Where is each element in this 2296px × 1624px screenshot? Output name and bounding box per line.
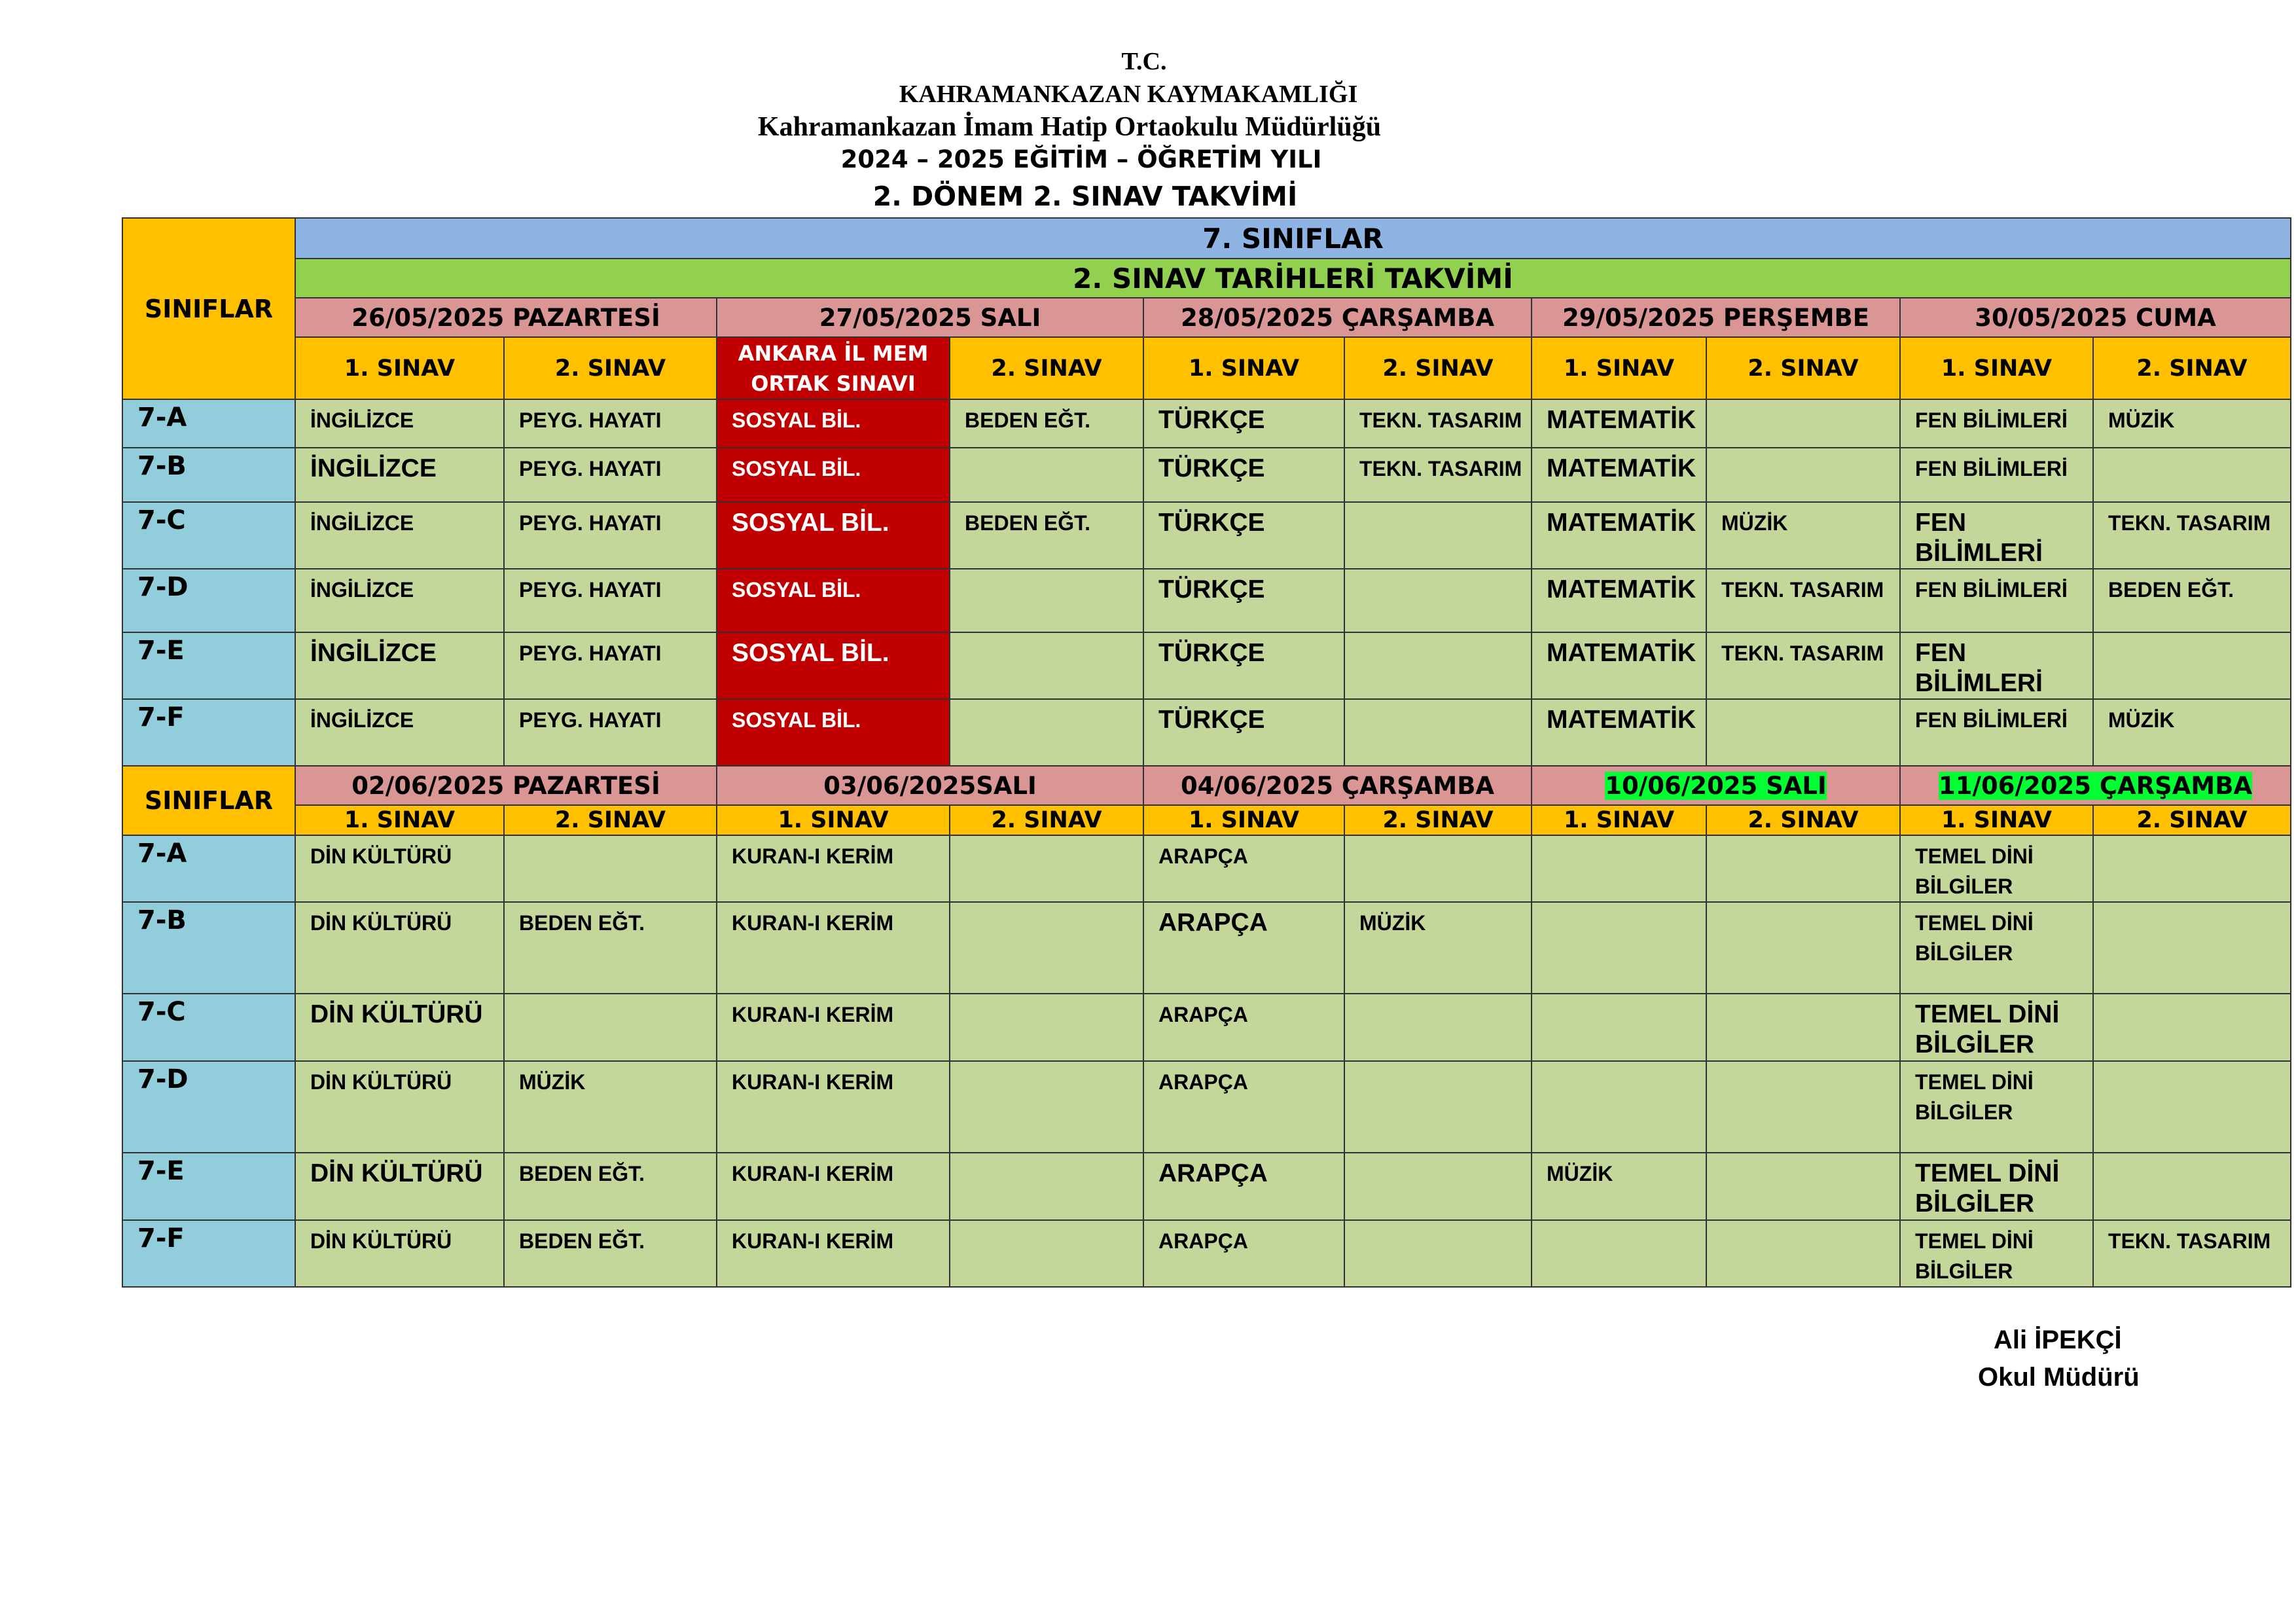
exam-cell (504, 994, 717, 1061)
exam-cell: TEKN. TASARIM (1706, 632, 1900, 699)
exam-cell (1706, 902, 1900, 994)
exam-cell (1344, 699, 1532, 767)
exam-slot-header: 2. SINAV (2093, 805, 2291, 835)
exam-cell: TÜRKÇE (1143, 569, 1344, 632)
exam-cell: MATEMATİK (1532, 399, 1706, 448)
class-label: 7-F (122, 1220, 295, 1287)
exam-cell: TEKN. TASARIM (2093, 502, 2291, 569)
exam-cell: DİN KÜLTÜRÜ (295, 902, 504, 994)
exam-cell (950, 632, 1143, 699)
exam-cell: BEDEN EĞT. (950, 502, 1143, 569)
exam-cell: İNGİLİZCE (295, 502, 504, 569)
exam-cell: TEMEL DİNİ BİLGİLER (1900, 1061, 2093, 1153)
exam-cell (1344, 1220, 1532, 1287)
header-school: Kahramankazan İmam Hatip Ortaokulu Müdürlüğü (757, 112, 1382, 142)
exam-cell (1344, 632, 1532, 699)
exam-cell (1706, 448, 1900, 502)
table-row (122, 448, 2291, 502)
exam-cell: TEMEL DİNİ BİLGİLER (1900, 1153, 2093, 1220)
exam-cell-ankara: SOSYAL BİL. (717, 569, 950, 632)
exam-slot-header: 2. SINAV (504, 805, 717, 835)
exam-cell: FEN BİLİMLERİ (1900, 569, 2093, 632)
exam-cell: KURAN-I KERİM (717, 1220, 950, 1287)
exam-cell: FEN BİLİMLERİ (1900, 699, 2093, 767)
exam-slot-header: 1. SINAV (1532, 337, 1706, 399)
exam-cell: İNGİLİZCE (295, 448, 504, 502)
exam-cell (504, 835, 717, 902)
siniflar-label: SINIFLAR (122, 766, 295, 835)
exam-cell: TÜRKÇE (1143, 699, 1344, 767)
exam-slot-header: 2. SINAV (1706, 805, 1900, 835)
exam-cell: İNGİLİZCE (295, 699, 504, 767)
exam-cell: DİN KÜLTÜRÜ (295, 1220, 504, 1287)
exam-slot-header: 2. SINAV (1344, 805, 1532, 835)
exam-cell: ARAPÇA (1143, 835, 1344, 902)
exam-cell: MATEMATİK (1532, 569, 1706, 632)
exam-cell: ARAPÇA (1143, 994, 1344, 1061)
exam-cell (2093, 448, 2291, 502)
exam-cell: FEN BİLİMLERİ (1900, 502, 2093, 569)
exam-slot-header: 1. SINAV (1143, 337, 1344, 399)
exam-cell (950, 448, 1143, 502)
exam-cell (1706, 399, 1900, 448)
exam-cell (950, 699, 1143, 767)
exam-cell: TÜRKÇE (1143, 502, 1344, 569)
exam-cell: DİN KÜLTÜRÜ (295, 1153, 504, 1220)
exam-cell (950, 994, 1143, 1061)
exam-cell: MÜZİK (1706, 502, 1900, 569)
exam-cell (1706, 1061, 1900, 1153)
exam-cell: TEMEL DİNİ BİLGİLER (1900, 994, 2093, 1061)
exam-cell: ARAPÇA (1143, 1153, 1344, 1220)
exam-cell: MATEMATİK (1532, 632, 1706, 699)
exam-cell: KURAN-I KERİM (717, 1061, 950, 1153)
exam-cell: FEN BİLİMLERİ (1900, 632, 2093, 699)
exam-cell: BEDEN EĞT. (504, 1153, 717, 1220)
exam-cell: TÜRKÇE (1143, 632, 1344, 699)
exam-cell (1532, 1220, 1706, 1287)
exam-cell (2093, 1061, 2291, 1153)
exam-cell (1706, 1220, 1900, 1287)
exam-cell (950, 902, 1143, 994)
exam-cell: FEN BİLİMLERİ (1900, 399, 2093, 448)
date-header: 30/05/2025 CUMA (1900, 298, 2291, 337)
exam-cell: PEYG. HAYATI (504, 448, 717, 502)
exam-cell (950, 569, 1143, 632)
exam-cell: TEMEL DİNİ BİLGİLER (1900, 835, 2093, 902)
exam-slot-header: 2. SINAV (950, 337, 1143, 399)
class-label: 7-D (122, 1061, 295, 1153)
grade-title: 7. SINIFLAR (295, 218, 2291, 259)
header-tc: T.C. (1121, 48, 1167, 75)
exam-slot-header: 1. SINAV (1143, 805, 1344, 835)
exam-cell: DİN KÜLTÜRÜ (295, 835, 504, 902)
exam-cell: ARAPÇA (1143, 1061, 1344, 1153)
date-header: 27/05/2025 SALI (717, 298, 1143, 337)
exam-cell (950, 1153, 1143, 1220)
exam-cell: BEDEN EĞT. (504, 902, 717, 994)
exam-slot-header: 1. SINAV (1900, 337, 2093, 399)
exam-cell: MATEMATİK (1532, 699, 1706, 767)
exam-cell: TEKN. TASARIM (1344, 448, 1532, 502)
header-year: 2024 – 2025 EĞİTİM – ÖĞRETİM YILI (840, 145, 1322, 173)
exam-cell (1344, 1153, 1532, 1220)
exam-cell: İNGİLİZCE (295, 399, 504, 448)
exam-cell: KURAN-I KERİM (717, 1153, 950, 1220)
exam-cell (1532, 902, 1706, 994)
exam-cell (950, 1061, 1143, 1153)
table-row (122, 1061, 2291, 1153)
exam-cell: MÜZİK (2093, 699, 2291, 767)
exam-cell: MATEMATİK (1532, 502, 1706, 569)
table-row (122, 569, 2291, 632)
exam-cell-ankara: SOSYAL BİL. (717, 399, 950, 448)
class-label: 7-F (122, 699, 295, 767)
table-row (122, 502, 2291, 569)
exam-cell (950, 1220, 1143, 1287)
exam-cell: PEYG. HAYATI (504, 399, 717, 448)
table-row (122, 994, 2291, 1061)
date-header: 02/06/2025 PAZARTESİ (295, 766, 717, 805)
exam-cell: MÜZİK (1532, 1153, 1706, 1220)
exam-cell: BEDEN EĞT. (504, 1220, 717, 1287)
table-row (122, 699, 2291, 767)
exam-cell: TÜRKÇE (1143, 448, 1344, 502)
class-label: 7-A (122, 835, 295, 902)
exam-cell: TÜRKÇE (1143, 399, 1344, 448)
exam-slot-header: 1. SINAV (1900, 805, 2093, 835)
exam-cell (1706, 699, 1900, 767)
date-header-highlighted: 11/06/2025 ÇARŞAMBA (1900, 766, 2291, 805)
exam-slot-header: 1. SINAV (295, 337, 504, 399)
class-label: 7-D (122, 569, 295, 632)
table-row (122, 399, 2291, 448)
exam-cell-ankara: SOSYAL BİL. (717, 632, 950, 699)
class-label: 7-B (122, 902, 295, 994)
exam-cell: BEDEN EĞT. (2093, 569, 2291, 632)
exam-cell: ARAPÇA (1143, 902, 1344, 994)
exam-cell-ankara: SOSYAL BİL. (717, 448, 950, 502)
exam-cell (1532, 1061, 1706, 1153)
exam-cell: PEYG. HAYATI (504, 569, 717, 632)
exam-cell (2093, 835, 2291, 902)
exam-cell: TEKN. TASARIM (2093, 1220, 2291, 1287)
class-label: 7-B (122, 448, 295, 502)
exam-cell: TEMEL DİNİ BİLGİLER (1900, 1220, 2093, 1287)
class-label: 7-C (122, 994, 295, 1061)
schedule-title: 2. SINAV TARİHLERİ TAKVİMİ (295, 259, 2291, 298)
exam-cell: MÜZİK (1344, 902, 1532, 994)
exam-cell (2093, 1153, 2291, 1220)
exam-cell: PEYG. HAYATI (504, 502, 717, 569)
exam-cell: PEYG. HAYATI (504, 632, 717, 699)
exam-cell (1344, 1061, 1532, 1153)
schedule-table-week2 (122, 765, 2291, 1288)
class-label: 7-E (122, 1153, 295, 1220)
exam-cell: PEYG. HAYATI (504, 699, 717, 767)
exam-cell (1344, 502, 1532, 569)
exam-cell-ankara: SOSYAL BİL. (717, 502, 950, 569)
exam-slot-header: 1. SINAV (717, 805, 950, 835)
exam-cell: KURAN-I KERİM (717, 902, 950, 994)
date-header: 29/05/2025 PERŞEMBE (1532, 298, 1900, 337)
exam-cell: MÜZİK (2093, 399, 2291, 448)
exam-cell (950, 835, 1143, 902)
exam-cell: KURAN-I KERİM (717, 994, 950, 1061)
exam-slot-header: 1. SINAV (1532, 805, 1706, 835)
date-header: 03/06/2025SALI (717, 766, 1143, 805)
date-header: 04/06/2025 ÇARŞAMBA (1143, 766, 1532, 805)
exam-cell (1532, 835, 1706, 902)
principal-name: Ali İPEKÇİ (1994, 1326, 2122, 1354)
exam-cell: BEDEN EĞT. (950, 399, 1143, 448)
exam-cell (1706, 835, 1900, 902)
exam-cell: DİN KÜLTÜRÜ (295, 994, 504, 1061)
header-kaymakamlik: KAHRAMANKAZAN KAYMAKAMLIĞI (899, 81, 1358, 108)
table-row (122, 835, 2291, 902)
exam-cell: İNGİLİZCE (295, 632, 504, 699)
table-row (122, 632, 2291, 699)
table-row (122, 902, 2291, 994)
table-row (122, 1220, 2291, 1287)
exam-cell: FEN BİLİMLERİ (1900, 448, 2093, 502)
exam-slot-header: 2. SINAV (2093, 337, 2291, 399)
principal-title: Okul Müdürü (1978, 1363, 2140, 1392)
exam-cell (1532, 994, 1706, 1061)
class-label: 7-E (122, 632, 295, 699)
ankara-common-exam-note: ANKARA İL MEM ORTAK SINAVI (717, 337, 950, 399)
exam-cell: TEMEL DİNİ BİLGİLER (1900, 902, 2093, 994)
siniflar-label: SINIFLAR (122, 218, 295, 399)
exam-slot-header: 2. SINAV (1344, 337, 1532, 399)
exam-cell (2093, 632, 2291, 699)
exam-cell: DİN KÜLTÜRÜ (295, 1061, 504, 1153)
exam-cell (2093, 902, 2291, 994)
exam-cell (2093, 994, 2291, 1061)
date-header-highlighted: 10/06/2025 SALI (1532, 766, 1900, 805)
exam-cell: ARAPÇA (1143, 1220, 1344, 1287)
table-row (122, 1153, 2291, 1220)
exam-cell (1344, 569, 1532, 632)
exam-cell (1706, 994, 1900, 1061)
class-label: 7-C (122, 502, 295, 569)
exam-cell (1706, 1153, 1900, 1220)
exam-slot-header: 1. SINAV (295, 805, 504, 835)
date-header: 28/05/2025 ÇARŞAMBA (1143, 298, 1532, 337)
exam-slot-header: 2. SINAV (950, 805, 1143, 835)
exam-cell: TEKN. TASARIM (1706, 569, 1900, 632)
exam-cell: KURAN-I KERİM (717, 835, 950, 902)
schedule-table-week1 (122, 217, 2291, 767)
exam-cell: MÜZİK (504, 1061, 717, 1153)
class-label: 7-A (122, 399, 295, 448)
exam-cell (1344, 994, 1532, 1061)
exam-cell: MATEMATİK (1532, 448, 1706, 502)
exam-cell-ankara: SOSYAL BİL. (717, 699, 950, 767)
exam-cell (1344, 835, 1532, 902)
exam-cell: İNGİLİZCE (295, 569, 504, 632)
exam-cell: TEKN. TASARIM (1344, 399, 1532, 448)
exam-slot-header: 2. SINAV (1706, 337, 1900, 399)
exam-slot-header: 2. SINAV (504, 337, 717, 399)
date-header: 26/05/2025 PAZARTESİ (295, 298, 717, 337)
header-exam-calendar: 2. DÖNEM 2. SINAV TAKVİMİ (872, 181, 1298, 212)
